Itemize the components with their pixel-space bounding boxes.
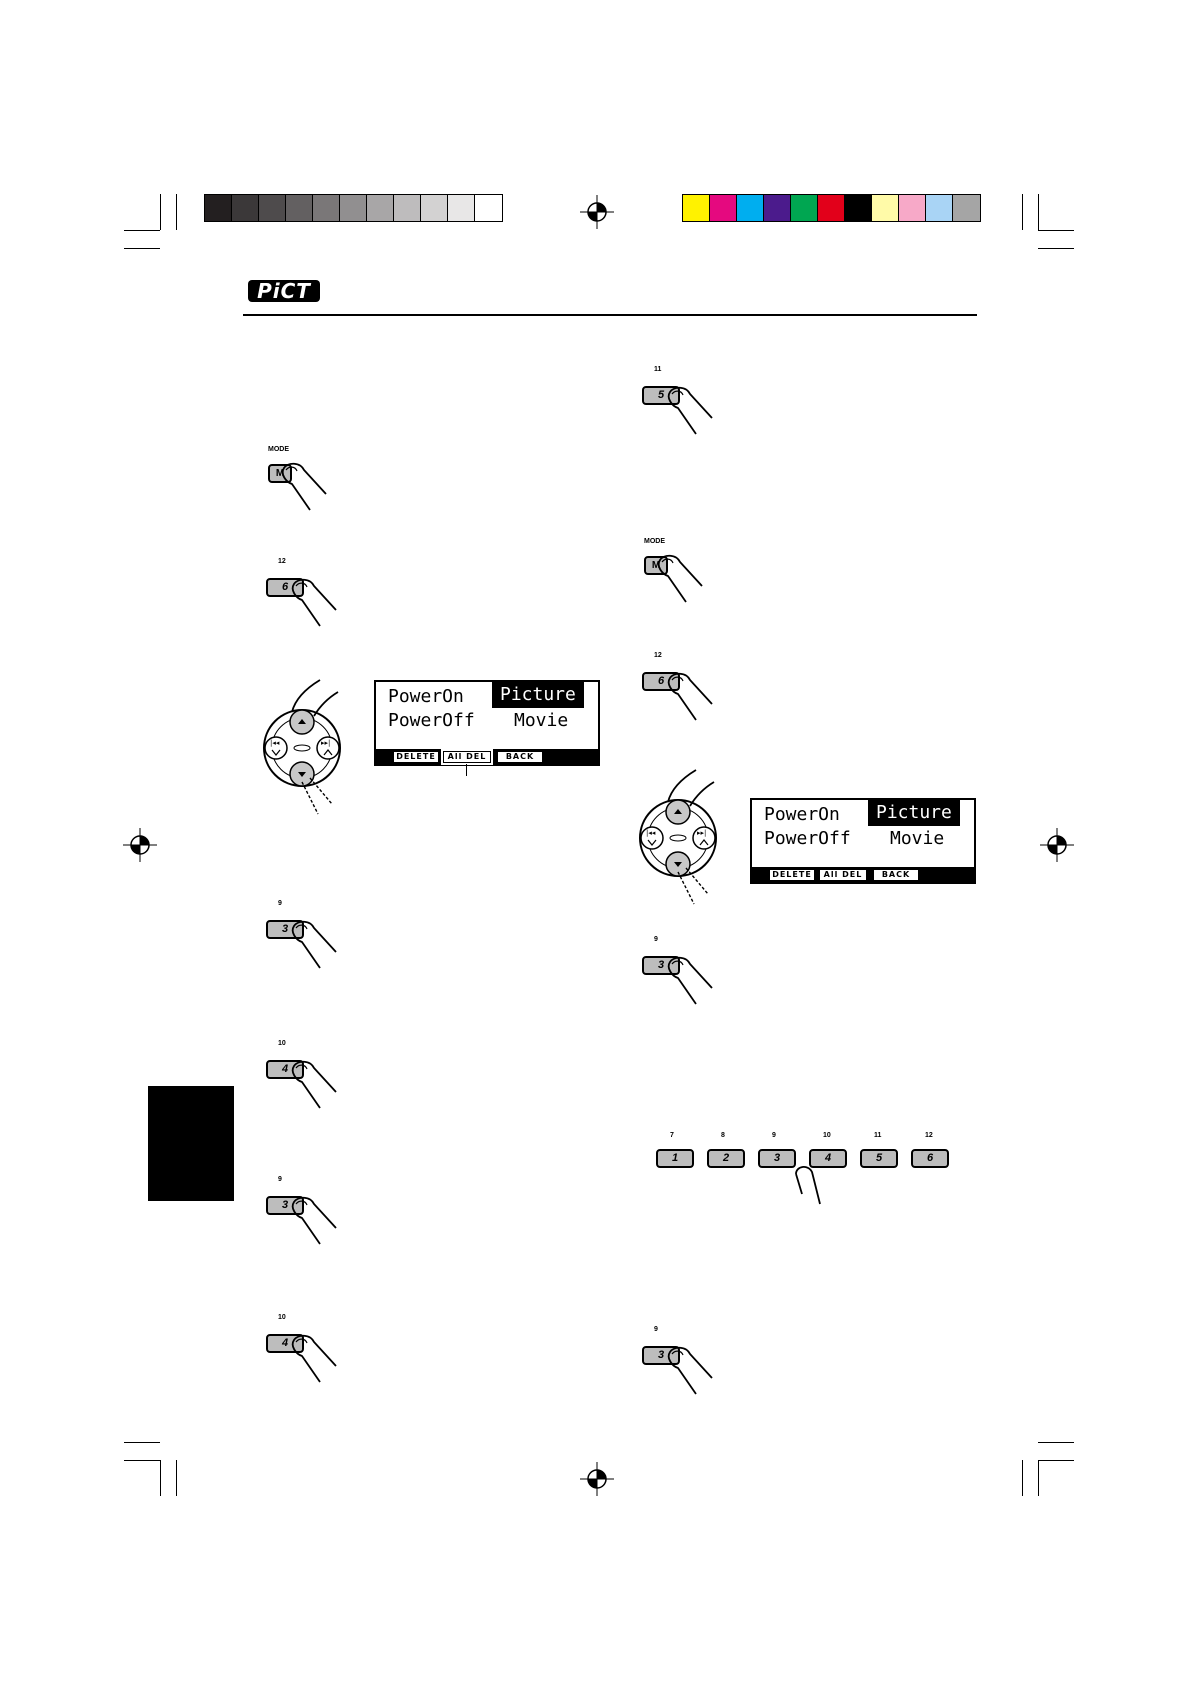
button-superscript: 12 bbox=[925, 1132, 933, 1139]
finger-press-icon bbox=[290, 1196, 340, 1246]
preset-key: 1 bbox=[656, 1149, 694, 1168]
color-swatch bbox=[845, 195, 872, 221]
preset-key: 5 bbox=[642, 386, 680, 405]
preset-button-6-illustration bbox=[642, 652, 722, 722]
preset-key: 3 bbox=[642, 956, 680, 975]
finger-press-icon bbox=[666, 1346, 716, 1396]
crop-mark bbox=[124, 1460, 160, 1461]
crop-mark bbox=[124, 230, 160, 231]
button-superscript: 12 bbox=[654, 652, 662, 659]
finger-press-icon bbox=[656, 554, 706, 604]
button-superscript: 11 bbox=[874, 1132, 882, 1139]
finger-press-icon bbox=[280, 462, 330, 512]
crop-mark bbox=[124, 248, 160, 249]
registration-mark-icon bbox=[580, 195, 614, 229]
color-swatch bbox=[448, 195, 475, 221]
lcd-text: PowerOff bbox=[764, 828, 851, 849]
svg-text:▸▸|: ▸▸| bbox=[321, 739, 331, 747]
preset-key: 3 bbox=[266, 1196, 304, 1215]
color-swatch bbox=[872, 195, 899, 221]
preset-key: 4 bbox=[266, 1060, 304, 1079]
button-superscript: 10 bbox=[823, 1132, 831, 1139]
crop-mark bbox=[160, 1460, 161, 1496]
finger-press-icon bbox=[666, 386, 716, 436]
crop-mark bbox=[1038, 248, 1074, 249]
finger-press-icon bbox=[290, 920, 340, 970]
crop-mark bbox=[176, 1460, 177, 1496]
header-rule bbox=[243, 314, 977, 316]
button-superscript: MODE bbox=[644, 538, 665, 545]
lcd-menu-bar bbox=[752, 867, 974, 882]
color-swatch bbox=[259, 195, 286, 221]
svg-text:▸▸|: ▸▸| bbox=[697, 829, 707, 837]
preset-key: 6 bbox=[642, 672, 680, 691]
svg-text:|◂◂: |◂◂ bbox=[270, 739, 280, 747]
finger-press-icon bbox=[290, 1060, 340, 1110]
lcd-menu-item: DELETE bbox=[394, 752, 438, 762]
grayscale-calibration-bar bbox=[204, 194, 503, 222]
finger-press-icon bbox=[290, 578, 340, 628]
lcd-menu-item: BACK bbox=[874, 870, 918, 880]
color-swatch bbox=[791, 195, 818, 221]
mode-button-illustration bbox=[642, 538, 722, 608]
button-superscript: 10 bbox=[278, 1040, 286, 1047]
color-swatch bbox=[394, 195, 421, 221]
button-superscript: 11 bbox=[654, 366, 662, 373]
finger-press-icon bbox=[792, 1164, 842, 1214]
button-superscript: 12 bbox=[278, 558, 286, 565]
pict-logo: PiCT bbox=[248, 280, 320, 302]
lcd-text: PowerOn bbox=[764, 804, 840, 825]
lcd-menu-item: All DEL bbox=[444, 752, 490, 762]
registration-mark-icon bbox=[1040, 828, 1074, 862]
lcd-menu-item: All DEL bbox=[820, 870, 866, 880]
mode-button-illustration bbox=[266, 446, 346, 516]
crop-mark bbox=[160, 194, 161, 230]
color-swatch bbox=[899, 195, 926, 221]
preset-button-6-illustration bbox=[266, 558, 346, 628]
color-swatch bbox=[475, 195, 502, 221]
color-swatch bbox=[683, 195, 710, 221]
button-superscript: 9 bbox=[278, 900, 282, 907]
color-swatch bbox=[367, 195, 394, 221]
preset-button-3-illustration bbox=[642, 936, 722, 1006]
control-pad-icon bbox=[262, 678, 352, 818]
lcd-menu-bar bbox=[376, 749, 598, 764]
button-superscript: 8 bbox=[721, 1132, 725, 1139]
lcd-display bbox=[374, 680, 600, 766]
control-pad-icon bbox=[638, 768, 728, 908]
preset-button-4-illustration bbox=[266, 1314, 346, 1384]
crop-mark bbox=[1038, 194, 1039, 230]
color-swatch bbox=[737, 195, 764, 221]
preset-button-3-illustration bbox=[266, 900, 346, 970]
crop-mark bbox=[1022, 1460, 1023, 1496]
lcd-highlight: Picture bbox=[868, 800, 960, 826]
lcd-text: PowerOff bbox=[388, 710, 475, 731]
color-swatch bbox=[286, 195, 313, 221]
lcd-menu-item: BACK bbox=[498, 752, 542, 762]
lcd-text: Movie bbox=[890, 828, 945, 849]
registration-mark-icon bbox=[123, 828, 157, 862]
color-swatch bbox=[232, 195, 259, 221]
preset-button-5-illustration bbox=[642, 366, 722, 436]
preset-key: 6 bbox=[266, 578, 304, 597]
color-swatch bbox=[313, 195, 340, 221]
preset-button-3-illustration bbox=[266, 1176, 346, 1246]
lcd-highlight: Picture bbox=[492, 682, 584, 708]
crop-mark bbox=[1038, 1460, 1074, 1461]
button-superscript: 9 bbox=[278, 1176, 282, 1183]
button-superscript: MODE bbox=[268, 446, 289, 453]
registration-mark-icon bbox=[580, 1462, 614, 1496]
mode-key: M bbox=[268, 464, 292, 483]
preset-key: 5 bbox=[860, 1149, 898, 1168]
side-tab bbox=[148, 1086, 234, 1201]
preset-key: 2 bbox=[707, 1149, 745, 1168]
preset-key: 4 bbox=[266, 1334, 304, 1353]
button-superscript: 10 bbox=[278, 1314, 286, 1321]
color-swatch bbox=[205, 195, 232, 221]
color-swatch bbox=[953, 195, 980, 221]
crop-mark bbox=[176, 194, 177, 230]
crop-mark bbox=[1038, 1442, 1074, 1443]
preset-key: 3 bbox=[642, 1346, 680, 1365]
color-swatch bbox=[710, 195, 737, 221]
finger-press-icon bbox=[290, 1334, 340, 1384]
color-swatch bbox=[818, 195, 845, 221]
color-swatch bbox=[764, 195, 791, 221]
pointer-line bbox=[466, 764, 467, 776]
preset-key: 3 bbox=[758, 1149, 796, 1168]
finger-press-icon bbox=[666, 672, 716, 722]
lcd-menu-item: DELETE bbox=[770, 870, 814, 880]
crop-mark bbox=[124, 1442, 160, 1443]
lcd-text: PowerOn bbox=[388, 686, 464, 707]
preset-button-4-illustration bbox=[266, 1040, 346, 1110]
lcd-display bbox=[750, 798, 976, 884]
button-superscript: 7 bbox=[670, 1132, 674, 1139]
svg-text:|◂◂: |◂◂ bbox=[646, 829, 656, 837]
button-superscript: 9 bbox=[654, 936, 658, 943]
color-swatch bbox=[340, 195, 367, 221]
preset-button-3-illustration bbox=[642, 1326, 722, 1396]
crop-mark bbox=[1022, 194, 1023, 230]
preset-key: 3 bbox=[266, 920, 304, 939]
lcd-text: Movie bbox=[514, 710, 569, 731]
button-superscript: 9 bbox=[654, 1326, 658, 1333]
preset-key: 6 bbox=[911, 1149, 949, 1168]
crop-mark bbox=[1038, 1460, 1039, 1496]
preset-key: 4 bbox=[809, 1149, 847, 1168]
color-swatch bbox=[926, 195, 953, 221]
mode-key: M bbox=[644, 556, 668, 575]
button-superscript: 9 bbox=[772, 1132, 776, 1139]
color-calibration-bar bbox=[682, 194, 981, 222]
finger-press-icon bbox=[666, 956, 716, 1006]
crop-mark bbox=[1038, 230, 1074, 231]
color-swatch bbox=[421, 195, 448, 221]
